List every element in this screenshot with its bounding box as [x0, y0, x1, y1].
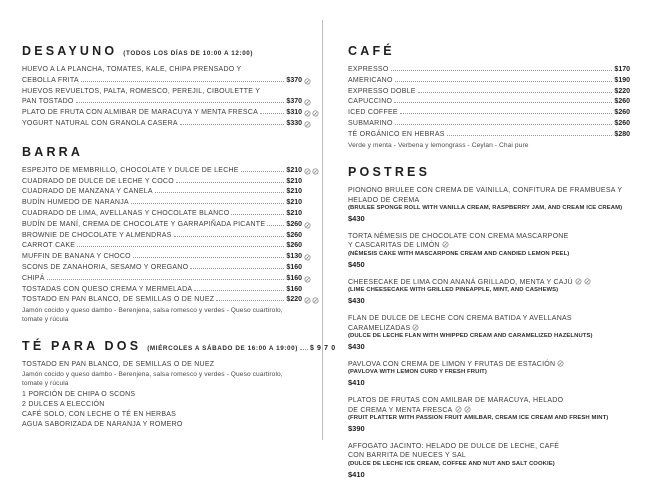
item-price: $310 — [286, 109, 302, 117]
menu-item — [22, 231, 302, 242]
dessert-name: AFFOGATO JACINTO: HELADO DE DULCE DE LECHE, CAFÉ — [348, 442, 560, 450]
item-name: BUDÍN DE MANÍ, CREMA DE CHOCOLATE Y GARRAPIÑADA PICANTE — [22, 220, 266, 228]
dessert-item — [348, 360, 630, 388]
dietary-icon-group — [302, 168, 319, 175]
item-name: ICED COFFEE — [348, 109, 398, 117]
dessert-name: TORTA NÉMESIS DE CHOCOLATE CON CREMA MASCARPONE — [348, 232, 569, 240]
dessert-description: (NÉMESIS CAKE WITH MASCARPONE CREAM AND CANDIED LEMON PEEL) — [348, 250, 570, 257]
menu-item — [348, 65, 630, 76]
menu-item — [22, 241, 302, 252]
menu-item — [348, 87, 630, 98]
dietary-icon — [304, 121, 311, 128]
dotted-leader — [47, 279, 285, 280]
item-name-line: HUEVOS REVUELTOS, PALTA, ROMESCO, PEREJIL, CIBOULETTE Y — [22, 87, 261, 95]
menu-left-column — [22, 44, 339, 445]
dietary-icon — [557, 360, 564, 367]
dessert-item — [348, 186, 630, 223]
dotted-leader — [77, 246, 284, 247]
dietary-icon-group — [302, 276, 311, 283]
dessert-name: Y CASCARITAS DE LIMÓN — [348, 241, 630, 251]
item-price: $370 — [286, 98, 302, 106]
section-cafe — [348, 44, 630, 150]
menu-line: TOSTADO EN PAN BLANCO, DE SEMILLAS O DE NUEZ — [22, 361, 215, 369]
menu-item — [22, 263, 302, 274]
section-title-text: POSTRES — [348, 165, 431, 180]
section-title-cafe — [348, 44, 630, 58]
dietary-icon-group — [302, 99, 311, 106]
menu-item — [348, 108, 630, 119]
section-title-postres — [348, 165, 630, 179]
item-price: $130 — [286, 253, 302, 261]
menu-item — [22, 252, 302, 263]
dessert-item — [348, 442, 630, 479]
item-price: $220 — [614, 87, 630, 95]
dessert-name: PAVLOVA CON CREMA DE LIMON Y FRUTAS DE ESTACIÓN — [348, 360, 630, 370]
item-note: Verde y menta - Verbena y lemongrass - Ceylan - Chai pure — [348, 141, 529, 149]
section-title-text: CAFÉ — [348, 44, 395, 58]
dotted-leader — [174, 236, 285, 237]
item-price: $260 — [614, 109, 630, 117]
item-price: $210 — [286, 177, 302, 185]
dessert-description: (DULCE DE LECHE FLAN WITH WHIPPED CREAM AND CARAMELIZED HAZELNUTS) — [348, 333, 593, 340]
menu-item — [348, 76, 630, 87]
section-desayuno — [22, 44, 302, 130]
column-divider — [322, 20, 323, 440]
item-price: $210 — [286, 188, 302, 196]
dietary-icon — [304, 276, 311, 283]
section-title-text: TÉ PARA DOS — [22, 339, 142, 354]
dietary-icon — [312, 297, 319, 304]
dotted-leader — [133, 257, 285, 258]
dessert-name: CHEESECAKE DE LIMA CON ANANÁ GRILLADO, MENTA Y CAJÚ — [348, 278, 630, 288]
item-price: $160 — [286, 285, 302, 293]
dotted-leader — [131, 203, 285, 204]
section-subtitle: (MIÉRCOLES A SÁBADO DE 16:00 A 19:00) — [147, 345, 298, 353]
item-name-line: HUEVO A LA PLANCHA, TOMATES, KALE, CHIPA PRENSADO Y — [22, 66, 242, 73]
dotted-leader — [176, 182, 285, 183]
menu-line: Jamón cocido y queso dambo - Berenjena, salsa romesco y verdes - Queso cuartirolo, tomate y rúcula — [22, 371, 283, 387]
item-price: $190 — [614, 76, 630, 84]
section-title-text: BARRA — [22, 144, 84, 159]
dietary-icon-group — [302, 121, 311, 128]
dietary-icon — [312, 110, 319, 117]
section-barra — [22, 145, 302, 325]
dotted-leader — [241, 171, 285, 172]
item-price: $170 — [614, 66, 630, 73]
item-name: BUDÍN HUMEDO DE NARANJA — [22, 199, 129, 207]
menu-item — [22, 209, 302, 220]
dietary-icon — [304, 297, 311, 304]
item-name: TOSTADAS CON QUESO CREMA Y MERMELADA — [22, 285, 193, 293]
dessert-item — [348, 396, 630, 433]
item-name: CAPUCCINO — [348, 98, 393, 106]
dotted-leader — [267, 225, 284, 226]
dietary-icon-group — [302, 297, 319, 304]
dietary-icon — [412, 324, 419, 331]
item-name: EXPRESSO — [348, 66, 389, 73]
item-price: $370 — [286, 76, 302, 84]
dessert-name: PLATOS DE FRUTAS CON AMILBAR DE MARACUYA, HELADO — [348, 397, 564, 405]
dessert-description: (LIME CHEESECAKE WITH GRILLED PINEAPPLE, MINT, AND CASHEWS) — [348, 287, 559, 294]
dessert-description: (BRULEE SPONGE ROLL WITH VANILLA CREAM, RASPBERRY JAM, AND CREAM ICE CREAM) — [348, 205, 623, 212]
item-name: MUFFIN DE BANANA Y CHOCO — [22, 253, 131, 261]
menu-line: 1 PORCIÓN DE CHIPA O SCONS — [22, 390, 136, 398]
item-name: SCONS DE ZANAHORIA, SESAMO Y OREGANO — [22, 263, 189, 271]
dietary-icon-group — [302, 110, 319, 117]
dessert-price: $410 — [348, 378, 365, 388]
dessert-description: (PAVLOVA WITH LEMON CURD Y FRESH FRUIT) — [348, 369, 487, 376]
dietary-icon — [584, 278, 591, 285]
menu-item — [22, 220, 302, 231]
dietary-icon — [304, 110, 311, 117]
item-name: PLATO DE FRUTA CON ALMIBAR DE MARACUYA Y MENTA FRESCA — [22, 109, 259, 117]
section-title-desayuno — [22, 44, 302, 58]
menu-item — [22, 198, 302, 209]
menu-line: AGUA SABORIZADA DE NARANJA Y ROMERO — [22, 420, 183, 428]
menu-item — [22, 108, 302, 119]
dessert-name: CON BARRITA DE NUECES Y SAL — [348, 452, 467, 460]
section-postres — [348, 165, 630, 479]
menu-item — [348, 97, 630, 108]
dessert-item — [348, 232, 630, 269]
dotted-leader — [260, 113, 284, 114]
section-te-para-dos — [22, 339, 339, 429]
dietary-icon — [304, 78, 311, 85]
dotted-leader — [76, 102, 285, 103]
item-name: TOSTADO EN PAN BLANCO, DE SEMILLAS O DE NUEZ — [22, 296, 215, 304]
menu-right-column — [348, 44, 630, 494]
dotted-leader — [180, 124, 285, 125]
item-name: TÉ ORGÁNICO EN HEBRAS — [348, 130, 445, 138]
item-name: SUBMARINO — [348, 119, 393, 127]
dotted-leader — [391, 70, 613, 71]
menu-line: 2 DULCES A ELECCIÓN — [22, 400, 105, 408]
section-title-text: DESAYUNO — [22, 44, 118, 58]
dotted-leader — [447, 135, 613, 136]
menu-item — [22, 177, 302, 188]
dessert-price: $410 — [348, 469, 365, 479]
menu-item — [348, 119, 630, 130]
dotted-leader — [400, 113, 613, 114]
dietary-icon — [304, 222, 311, 229]
dotted-leader — [394, 102, 612, 103]
item-name: ESPEJITO DE MEMBRILLO, CHOCOLATE Y DULCE DE LECHE — [22, 166, 239, 174]
section-subtitle: (TODOS LOS DÍAS DE 10:00 A 12:00) — [123, 50, 254, 57]
item-price: $160 — [286, 274, 302, 282]
item-name: AMERICANO — [348, 76, 393, 84]
item-name: CUADRADO DE MANZANA Y CANELA — [22, 188, 153, 196]
dessert-name: DE CREMA Y MENTA FRESCA — [348, 406, 630, 416]
dessert-price: $390 — [348, 423, 365, 433]
dietary-icon — [442, 241, 449, 248]
dietary-icon — [464, 406, 471, 413]
item-note: Jamón cocido y queso dambo - Berenjena, salsa romesco y verdes - Queso cuartirolo, tomate y rúcula — [22, 307, 283, 323]
dotted-leader — [395, 124, 613, 125]
dessert-item — [348, 314, 630, 351]
dietary-icon — [312, 168, 319, 175]
dessert-name: CARAMELIZADAS — [348, 324, 630, 334]
menu-item — [22, 295, 302, 306]
dotted-leader — [216, 300, 284, 301]
dessert-name: FLAN DE DULCE DE LECHE CON CREMA BATIDA Y AVELLANAS — [348, 315, 572, 323]
dietary-icon — [304, 99, 311, 106]
dotted-leader — [231, 214, 284, 215]
menu-item — [22, 285, 302, 296]
menu-item — [22, 274, 302, 285]
item-price: $210 — [286, 209, 302, 217]
item-price: $260 — [286, 242, 302, 250]
dessert-item — [348, 278, 630, 306]
dotted-leader — [418, 92, 613, 93]
menu-item — [22, 97, 302, 108]
item-name: EXPRESSO DOBLE — [348, 87, 416, 95]
dessert-price: $450 — [348, 259, 365, 269]
dessert-name: HELADO DE CREMA — [348, 196, 420, 204]
dietary-icon-group — [302, 222, 311, 229]
dietary-icon-group — [302, 78, 311, 85]
dotted-leader — [194, 290, 284, 291]
dietary-icon — [304, 254, 311, 261]
dietary-icon — [304, 168, 311, 175]
item-name: CUADRADO DE LIMA, AVELLANAS Y CHOCOLATE BLANCO — [22, 209, 230, 217]
dessert-name: PIONONO BRULEE CON CREMA DE VAINILLA, CONFITURA DE FRAMBUESA Y — [348, 187, 623, 195]
item-name: CEBOLLA FRITA — [22, 76, 79, 84]
dietary-icon — [575, 278, 582, 285]
dessert-description: (DULCE DE LECHE ICE CREAM, COFFEE AND NUT AND SALT COOKIE) — [348, 460, 555, 467]
section-price: $970 — [309, 345, 339, 353]
section-title-barra — [22, 145, 302, 159]
dotted-leader — [190, 268, 284, 269]
menu-line: CAFÉ SOLO, CON LECHE O TÉ EN HERBAS — [22, 410, 177, 418]
item-price: $260 — [614, 98, 630, 106]
dotted-leader — [395, 81, 613, 82]
section-title-te-para-dos — [22, 339, 339, 354]
item-price: $210 — [286, 199, 302, 207]
item-price: $260 — [286, 220, 302, 228]
dotted-leader — [300, 349, 308, 350]
dessert-description: (FRUIT PLATTER WITH PASSION FRUIT AMILBAR, CREAM ICE CREAM AND FRESH MINT) — [348, 415, 609, 422]
menu-item — [22, 119, 302, 130]
menu-item — [22, 76, 302, 87]
item-name: YOGURT NATURAL CON GRANOLA CASERA — [22, 119, 178, 127]
item-name: CHIPÁ — [22, 274, 45, 282]
dietary-icon — [455, 406, 462, 413]
item-price: $280 — [614, 130, 630, 138]
dessert-price: $430 — [348, 341, 365, 351]
menu-item — [348, 130, 630, 141]
dotted-leader — [155, 192, 285, 193]
item-name: PAN TOSTADO — [22, 98, 74, 106]
menu-item — [22, 187, 302, 198]
item-name: CARROT CAKE — [22, 242, 76, 250]
menu-item — [22, 166, 302, 177]
dietary-icon-group — [302, 254, 311, 261]
dotted-leader — [81, 81, 285, 82]
item-price: $330 — [286, 119, 302, 127]
item-name: CUADRADO DE DULCE DE LECHE Y COCO — [22, 177, 174, 185]
item-price: $160 — [286, 263, 302, 271]
item-price: $210 — [286, 166, 302, 174]
item-price: $260 — [614, 119, 630, 127]
item-name: BROWNIE DE CHOCOLATE Y ALMENDRAS — [22, 231, 172, 239]
dessert-price: $430 — [348, 296, 365, 306]
item-price: $220 — [286, 296, 302, 304]
dessert-price: $430 — [348, 213, 365, 223]
item-price: $260 — [286, 231, 302, 239]
